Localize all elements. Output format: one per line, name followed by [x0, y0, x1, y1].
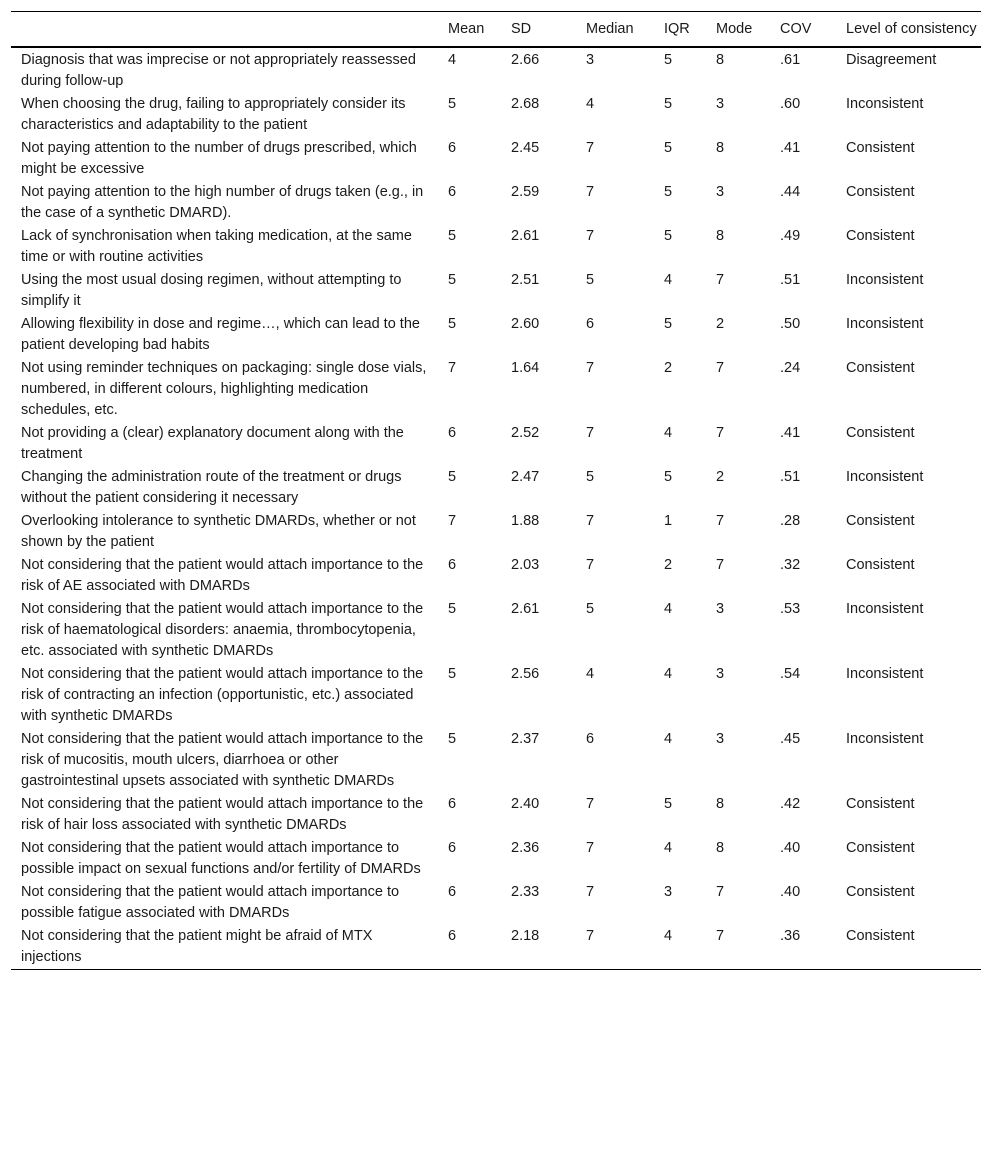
sd-cell: 2.18 — [511, 928, 540, 944]
table-row — [11, 598, 981, 663]
item-cell: Not paying attention to the number of drugs prescribed, which might be excessive — [21, 140, 417, 177]
table-row — [11, 269, 981, 313]
iqr-cell: 5 — [664, 184, 673, 200]
cov-cell: .50 — [780, 316, 801, 332]
mean-cell: 6 — [448, 928, 457, 944]
mode-cell: 3 — [716, 731, 725, 747]
mean-cell: 6 — [448, 557, 457, 573]
median-cell: 3 — [586, 52, 595, 68]
consistency-cell: Inconsistent — [846, 96, 924, 112]
mean-column-header: Mean — [438, 12, 501, 48]
sd-cell: 2.56 — [511, 666, 540, 682]
sd-cell: 2.61 — [511, 228, 540, 244]
sd-cell: 1.64 — [511, 360, 540, 376]
mean-cell: 5 — [448, 316, 457, 332]
iqr-cell: 4 — [664, 272, 673, 288]
iqr-cell: 4 — [664, 928, 673, 944]
item-cell: Not considering that the patient would attach importance to possible fatigue associated with DMARDs — [21, 884, 400, 921]
mean-cell: 4 — [448, 52, 457, 68]
median-cell: 6 — [586, 731, 595, 747]
sd-cell: 2.47 — [511, 469, 540, 485]
mean-cell: 5 — [448, 272, 457, 288]
cov-cell: .32 — [780, 557, 801, 573]
iqr-cell: 5 — [664, 228, 673, 244]
item-cell: Not considering that the patient would attach importance to the risk of AE associated with DMARDs — [21, 557, 424, 594]
sd-column-header: SD — [501, 12, 576, 48]
mode-cell: 3 — [716, 96, 725, 112]
iqr-cell: 4 — [664, 666, 673, 682]
mode-cell: 7 — [716, 272, 725, 288]
item-cell: Not considering that the patient might be afraid of MTX injections — [21, 928, 373, 965]
iqr-cell: 3 — [664, 884, 673, 900]
iqr-cell: 5 — [664, 96, 673, 112]
cov-cell: .36 — [780, 928, 801, 944]
median-cell: 7 — [586, 840, 595, 856]
consistency-cell: Inconsistent — [846, 666, 924, 682]
table-row — [11, 728, 981, 793]
mean-cell: 6 — [448, 140, 457, 156]
mean-cell: 6 — [448, 184, 457, 200]
median-cell: 7 — [586, 557, 595, 573]
sd-cell: 2.52 — [511, 425, 540, 441]
table-row — [11, 466, 981, 510]
consistency-table — [11, 11, 981, 970]
item-cell: Not paying attention to the high number of drugs taken (e.g., in the case of a synthetic DMARD). — [21, 184, 424, 221]
sd-cell: 2.60 — [511, 316, 540, 332]
mode-cell: 2 — [716, 316, 725, 332]
cov-cell: .45 — [780, 731, 801, 747]
cov-column-header: COV — [770, 12, 836, 48]
median-cell: 7 — [586, 928, 595, 944]
item-cell: Using the most usual dosing regimen, without attempting to simplify it — [21, 272, 402, 309]
consistency-cell: Consistent — [846, 140, 915, 156]
table-header — [11, 12, 981, 48]
median-cell: 7 — [586, 184, 595, 200]
table-row — [11, 510, 981, 554]
median-cell: 7 — [586, 425, 595, 441]
median-cell: 7 — [586, 228, 595, 244]
sd-cell: 2.45 — [511, 140, 540, 156]
table-row — [11, 357, 981, 422]
item-cell: Not considering that the patient would attach importance to the risk of mucositis, mouth ulcers, diarrhoea or other gastrointestinal upsets associated with synthetic DMARDs — [21, 731, 424, 789]
table-row — [11, 137, 981, 181]
mean-cell: 7 — [448, 513, 457, 529]
consistency-cell: Inconsistent — [846, 469, 924, 485]
mode-cell: 2 — [716, 469, 725, 485]
item-cell: Changing the administration route of the treatment or drugs without the patient considering it necessary — [21, 469, 402, 506]
mean-cell: 5 — [448, 666, 457, 682]
table-row — [11, 837, 981, 881]
sd-cell: 2.40 — [511, 796, 540, 812]
median-cell: 5 — [586, 272, 595, 288]
table-row — [11, 881, 981, 925]
median-cell: 7 — [586, 360, 595, 376]
table-row — [11, 554, 981, 598]
table-row — [11, 925, 981, 970]
iqr-cell: 1 — [664, 513, 673, 529]
mean-cell: 6 — [448, 796, 457, 812]
mode-cell: 7 — [716, 425, 725, 441]
consistency-cell: Inconsistent — [846, 272, 924, 288]
mean-cell: 6 — [448, 884, 457, 900]
iqr-cell: 4 — [664, 840, 673, 856]
consistency-cell: Consistent — [846, 840, 915, 856]
consistency-cell: Consistent — [846, 228, 915, 244]
cov-cell: .53 — [780, 601, 801, 617]
item-cell: Lack of synchronisation when taking medication, at the same time or with routine activities — [21, 228, 412, 265]
item-cell: Overlooking intolerance to synthetic DMARDs, whether or not shown by the patient — [21, 513, 416, 550]
sd-cell: 2.37 — [511, 731, 540, 747]
table-row — [11, 793, 981, 837]
mode-cell: 8 — [716, 52, 725, 68]
iqr-cell: 4 — [664, 731, 673, 747]
consistency-cell: Consistent — [846, 184, 915, 200]
table-body — [11, 47, 981, 970]
item-cell: Not using reminder techniques on packaging: single dose vials, numbered, in different colours, highlighting medication schedules, etc. — [21, 360, 427, 418]
median-cell: 7 — [586, 796, 595, 812]
consistency-column-header: Level of consistency — [836, 12, 981, 48]
cov-cell: .41 — [780, 140, 801, 156]
sd-cell: 2.66 — [511, 52, 540, 68]
iqr-cell: 4 — [664, 425, 673, 441]
median-cell: 7 — [586, 140, 595, 156]
mean-cell: 5 — [448, 228, 457, 244]
consistency-cell: Consistent — [846, 928, 915, 944]
consistency-cell: Inconsistent — [846, 731, 924, 747]
item-cell: Allowing flexibility in dose and regime…, which can lead to the patient developing bad habits — [21, 316, 420, 353]
mean-cell: 5 — [448, 469, 457, 485]
sd-cell: 2.51 — [511, 272, 540, 288]
median-cell: 7 — [586, 884, 595, 900]
mode-cell: 7 — [716, 513, 725, 529]
iqr-cell: 5 — [664, 469, 673, 485]
median-cell: 5 — [586, 601, 595, 617]
mean-cell: 5 — [448, 731, 457, 747]
cov-cell: .40 — [780, 884, 801, 900]
cov-cell: .40 — [780, 840, 801, 856]
iqr-cell: 4 — [664, 601, 673, 617]
sd-cell: 2.68 — [511, 96, 540, 112]
consistency-cell: Consistent — [846, 360, 915, 376]
mode-cell: 7 — [716, 884, 725, 900]
consistency-cell: Consistent — [846, 425, 915, 441]
cov-cell: .24 — [780, 360, 801, 376]
sd-cell: 1.88 — [511, 513, 540, 529]
table-row — [11, 663, 981, 728]
cov-cell: .51 — [780, 272, 801, 288]
consistency-cell: Inconsistent — [846, 316, 924, 332]
mode-cell: 8 — [716, 796, 725, 812]
item-column-header — [11, 12, 438, 48]
sd-cell: 2.36 — [511, 840, 540, 856]
iqr-cell: 5 — [664, 316, 673, 332]
item-cell: Not considering that the patient would attach importance to the risk of contracting an infection (opportunistic, etc.) associated with synthetic DMARDs — [21, 666, 424, 724]
item-cell: Not considering that the patient would attach importance to the risk of haematological disorders: anaemia, thrombocytopenia, etc. associated with synthetic DMARDs — [21, 601, 424, 659]
item-cell: When choosing the drug, failing to appropriately consider its characteristics and adaptability to the patient — [21, 96, 406, 133]
consistency-cell: Consistent — [846, 557, 915, 573]
mode-cell: 8 — [716, 228, 725, 244]
mode-cell: 7 — [716, 360, 725, 376]
table-row — [11, 93, 981, 137]
consistency-cell: Inconsistent — [846, 601, 924, 617]
median-cell: 6 — [586, 316, 595, 332]
consistency-cell: Consistent — [846, 796, 915, 812]
cov-cell: .44 — [780, 184, 801, 200]
mean-cell: 6 — [448, 840, 457, 856]
median-cell: 4 — [586, 96, 595, 112]
cov-cell: .60 — [780, 96, 801, 112]
cov-cell: .41 — [780, 425, 801, 441]
cov-cell: .49 — [780, 228, 801, 244]
mode-cell: 8 — [716, 840, 725, 856]
item-cell: Diagnosis that was imprecise or not appropriately reassessed during follow-up — [21, 52, 416, 89]
iqr-column-header: IQR — [654, 12, 706, 48]
sd-cell: 2.33 — [511, 884, 540, 900]
cov-cell: .61 — [780, 52, 801, 68]
mode-column-header: Mode — [706, 12, 770, 48]
mode-cell: 7 — [716, 928, 725, 944]
mean-cell: 5 — [448, 96, 457, 112]
median-cell: 7 — [586, 513, 595, 529]
mean-cell: 5 — [448, 601, 457, 617]
cov-cell: .54 — [780, 666, 801, 682]
iqr-cell: 5 — [664, 140, 673, 156]
table-row — [11, 422, 981, 466]
sd-cell: 2.61 — [511, 601, 540, 617]
table-row — [11, 181, 981, 225]
header-row — [11, 12, 981, 48]
mode-cell: 3 — [716, 184, 725, 200]
median-cell: 4 — [586, 666, 595, 682]
table-row — [11, 47, 981, 93]
item-cell: Not providing a (clear) explanatory document along with the treatment — [21, 425, 404, 462]
table-container — [11, 11, 981, 970]
consistency-cell: Consistent — [846, 884, 915, 900]
sd-cell: 2.59 — [511, 184, 540, 200]
mode-cell: 7 — [716, 557, 725, 573]
table-row — [11, 225, 981, 269]
iqr-cell: 5 — [664, 796, 673, 812]
iqr-cell: 5 — [664, 52, 673, 68]
consistency-cell: Disagreement — [846, 52, 937, 68]
median-column-header: Median — [576, 12, 654, 48]
mode-cell: 3 — [716, 601, 725, 617]
table-row — [11, 313, 981, 357]
consistency-cell: Consistent — [846, 513, 915, 529]
sd-cell: 2.03 — [511, 557, 540, 573]
item-cell: Not considering that the patient would attach importance to the risk of hair loss associated with synthetic DMARDs — [21, 796, 424, 833]
item-cell: Not considering that the patient would attach importance to possible impact on sexual functions and/or fertility of DMARDs — [21, 840, 421, 877]
mean-cell: 6 — [448, 425, 457, 441]
mode-cell: 3 — [716, 666, 725, 682]
median-cell: 5 — [586, 469, 595, 485]
cov-cell: .51 — [780, 469, 801, 485]
cov-cell: .28 — [780, 513, 801, 529]
iqr-cell: 2 — [664, 557, 673, 573]
mode-cell: 8 — [716, 140, 725, 156]
iqr-cell: 2 — [664, 360, 673, 376]
cov-cell: .42 — [780, 796, 801, 812]
mean-cell: 7 — [448, 360, 457, 376]
